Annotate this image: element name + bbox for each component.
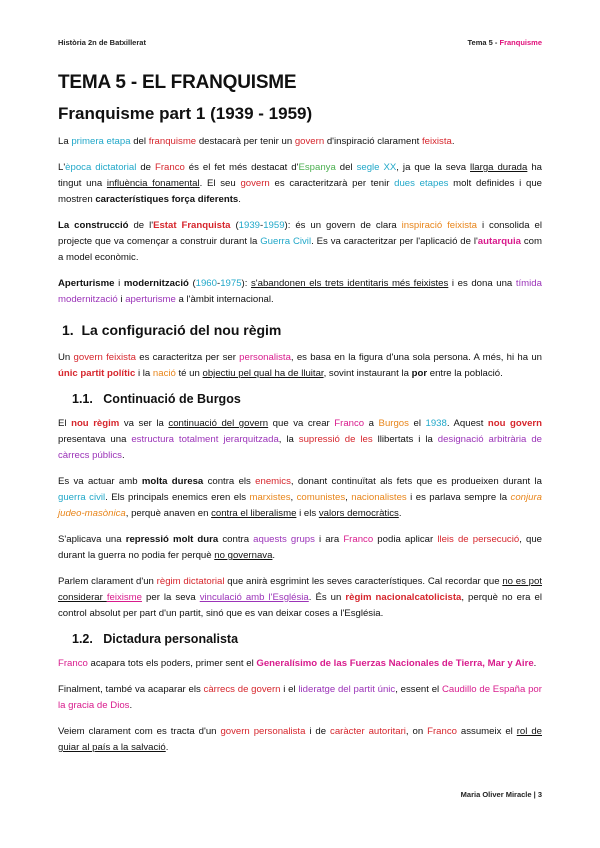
text-segment: ): és un govern de clara — [284, 220, 402, 231]
text-segment: designació arbitrària de càrrecs públics — [58, 434, 542, 461]
text-segment: , on — [405, 726, 428, 737]
text-segment: , — [345, 492, 352, 503]
text-segment: . Els principals enemics eren els — [105, 492, 250, 503]
text-segment: ( — [230, 220, 239, 231]
text-segment: ( — [188, 278, 196, 289]
subsection-number: 1.1. — [72, 392, 93, 406]
text-segment: contra els — [203, 476, 256, 487]
text-segment: Burgos — [378, 418, 409, 429]
text-segment: govern personalista — [220, 726, 306, 737]
text-segment: i el — [280, 684, 299, 695]
paragraph — [58, 574, 542, 622]
text-segment: , sovint instaurant la — [323, 368, 412, 379]
text-segment: del — [130, 136, 149, 147]
paragraph — [58, 416, 542, 464]
footer — [461, 790, 542, 799]
text-segment: aquests grups — [253, 534, 315, 545]
paragraph — [58, 656, 542, 672]
text-segment: enemics — [255, 476, 291, 487]
text-segment: assumeix el — [456, 726, 517, 737]
text-segment: Generalísimo de las Fuerzas Nacionales de Tierra, Mar y Aire — [256, 658, 534, 669]
text-segment: té un — [175, 368, 203, 379]
text-segment: Franco — [334, 418, 365, 429]
text-segment: Guerra Civil — [260, 236, 312, 247]
text-segment: el — [408, 418, 426, 429]
footer-author: Maria Oliver Miracle — [460, 790, 532, 799]
paragraph — [58, 276, 542, 308]
text-segment: acapara tots els poders, primer sent el — [87, 658, 257, 669]
text-segment: Aperturisme — [58, 278, 115, 289]
paragraph — [58, 350, 542, 382]
text-segment: La construcció — [58, 220, 129, 231]
text-segment: entre la població. — [427, 368, 503, 379]
text-segment: i els — [296, 508, 319, 519]
text-segment: continuació del govern — [168, 418, 269, 429]
text-segment: per la seva — [142, 592, 200, 603]
text-segment: és el fet més destacat d' — [184, 162, 299, 173]
text-segment: i es dona una — [448, 278, 516, 289]
text-segment: i — [117, 294, 126, 305]
text-segment: llarga durada — [470, 162, 528, 173]
text-segment: Franco — [58, 658, 88, 669]
text-segment: Estat Franquista — [153, 220, 231, 231]
text-segment: règim nacionalcatolicista — [345, 592, 462, 603]
text-segment: - — [216, 278, 221, 289]
text-segment: , la — [278, 434, 299, 445]
text-segment: . — [398, 508, 402, 519]
text-segment: comunistes — [296, 492, 346, 503]
text-segment: , perquè no era el control absolut per part d'un partit, sinó que es van deixar coses a l'Església. — [58, 592, 543, 619]
text-segment: . — [451, 136, 455, 147]
text-segment: . Aquest — [446, 418, 488, 429]
page-subtitle: Franquisme part 1 (1939 - 1959) — [58, 104, 313, 123]
text-segment: estructura totalment jerarquitzada — [131, 434, 279, 445]
text-segment: , essent el — [395, 684, 442, 695]
text-segment: govern — [294, 136, 325, 147]
text-segment: vinculació amb l'Església — [199, 592, 309, 603]
text-segment: conjura judeo-masònica — [58, 492, 542, 519]
text-segment: repressió molt dura — [125, 534, 219, 545]
text-segment: s'abandonen els trets identitaris més feixistes — [250, 278, 449, 289]
text-segment: Franco — [427, 726, 457, 737]
section-heading — [62, 322, 542, 338]
text-segment: 1975 — [220, 278, 242, 289]
text-segment: i ara — [314, 534, 344, 545]
header-prefix: Tema 5 - — [467, 38, 500, 47]
paragraph — [58, 134, 542, 150]
text-segment: por — [411, 368, 428, 379]
text-segment: època dictatorial — [65, 162, 137, 173]
text-segment: d'inspiració clarament — [324, 136, 422, 147]
text-segment: règim dictatorial — [156, 576, 225, 587]
subsection-title: Continuació de Burgos — [103, 392, 241, 406]
text-segment: lleis de persecució — [437, 534, 520, 545]
text-segment: 1939 — [238, 220, 260, 231]
text-segment: segle XX — [356, 162, 397, 173]
text-segment: 1959 — [263, 220, 285, 231]
text-segment: lideratge del partit únic — [298, 684, 396, 695]
page-title: TEMA 5 - EL FRANQUISME — [58, 72, 297, 93]
text-segment: i la — [135, 368, 153, 379]
text-segment: podia aplicar — [373, 534, 438, 545]
text-segment: marxistes — [249, 492, 291, 503]
text-segment: feixisme — [106, 592, 143, 603]
text-segment: influència fonamental — [106, 178, 200, 189]
main-content — [58, 72, 542, 766]
text-segment: La — [58, 136, 72, 147]
text-segment: , que durant la guerra no podia fer perquè — [58, 534, 542, 561]
text-segment: Un — [58, 352, 74, 363]
text-segment: , donant continuïtat als fets que es produeixen durant la — [290, 476, 542, 487]
text-segment: autarquia — [477, 236, 521, 247]
paragraph — [58, 474, 542, 522]
text-segment: Es va actuar amb — [58, 476, 142, 487]
text-segment: modernització — [123, 278, 189, 289]
text-segment: contra el liberalisme — [211, 508, 297, 519]
footer-separator: | — [531, 790, 538, 799]
text-segment: no governava — [214, 550, 273, 561]
paragraph — [58, 532, 542, 564]
text-segment: com a model econòmic. — [58, 236, 542, 263]
text-segment: Parlem clarament d'un — [58, 576, 157, 587]
text-segment: franquisme — [148, 136, 197, 147]
text-segment: govern — [240, 178, 270, 189]
text-segment: i — [114, 278, 124, 289]
text-segment: . — [238, 194, 241, 205]
text-segment: destacarà per tenir un — [196, 136, 295, 147]
text-segment: i de — [305, 726, 331, 737]
subsection-title: Dictadura personalista — [103, 632, 239, 646]
text-segment: rol de guiar al país a la salvació — [58, 726, 542, 753]
text-segment: S'aplicava una — [58, 534, 126, 545]
text-segment: feixista — [421, 136, 452, 147]
text-segment: . Es va caracteritzar per l'aplicació de l' — [311, 236, 478, 247]
text-segment: de l' — [128, 220, 154, 231]
text-segment: . — [272, 550, 276, 561]
section-title: La configuració del nou règim — [81, 322, 282, 338]
subsection-heading — [72, 392, 542, 406]
section-number: 1. — [62, 322, 74, 338]
text-segment: i es parlava sempre la — [406, 492, 511, 503]
text-segment: i consolida el projecte que va començar a construir durant la — [58, 220, 542, 247]
text-segment: no es pot considerar — [58, 576, 542, 603]
text-segment: a — [364, 418, 379, 429]
header-topic: Franquisme — [499, 38, 542, 47]
text-segment: . — [129, 700, 133, 711]
text-segment: inspiració feixista — [401, 220, 477, 231]
paragraph — [58, 724, 542, 756]
text-segment: . És un — [308, 592, 346, 603]
paragraph — [58, 218, 542, 266]
text-segment: Franco — [343, 534, 374, 545]
text-segment: ha tingut una — [58, 162, 542, 189]
text-segment: El — [58, 418, 72, 429]
subsection-number: 1.2. — [72, 632, 93, 646]
text-segment: L' — [58, 162, 66, 173]
text-segment: . El seu — [199, 178, 241, 189]
paragraph — [58, 160, 542, 208]
paragraph — [58, 682, 542, 714]
text-segment: objectiu pel qual ha de lluitar — [202, 368, 324, 379]
text-segment: a l'àmbit internacional. — [175, 294, 274, 305]
text-segment: nou govern — [487, 418, 543, 429]
text-segment: , perquè anaven en — [125, 508, 212, 519]
text-segment: Franco — [154, 162, 185, 173]
text-segment: , es basa en la figura d'una sola persona. A més, hi ha un — [290, 352, 543, 363]
text-segment: tímida modernització — [58, 278, 542, 305]
header-left: Història 2n de Batxillerat — [58, 38, 146, 47]
text-segment: de — [136, 162, 155, 173]
text-segment: 1960 — [195, 278, 217, 289]
text-segment: personalista — [239, 352, 291, 363]
text-segment: nacionalistes — [351, 492, 407, 503]
subsection-heading — [72, 632, 542, 646]
text-segment: primera etapa — [71, 136, 131, 147]
text-segment: càrrecs de govern — [203, 684, 281, 695]
text-segment: . — [165, 742, 169, 753]
text-segment: ): — [241, 278, 251, 289]
text-segment: es caracteritza per ser — [135, 352, 240, 363]
text-segment: molta duresa — [141, 476, 204, 487]
text-segment: Caudillo de España por la gracia de Dios — [58, 684, 542, 711]
text-segment: - — [260, 220, 264, 231]
text-segment: Finalment, també va acaparar els — [58, 684, 204, 695]
text-segment: nació — [152, 368, 176, 379]
text-segment: valors democràtics — [318, 508, 399, 519]
text-segment: es caracteritzarà per tenir — [269, 178, 395, 189]
text-segment: llibertats i la — [372, 434, 438, 445]
text-segment: contra — [218, 534, 254, 545]
text-segment: govern feixista — [73, 352, 136, 363]
text-segment: , — [290, 492, 297, 503]
text-segment: aperturisme — [125, 294, 176, 305]
text-segment: molt definides i que mostren — [58, 178, 542, 205]
text-segment: presentava una — [58, 434, 132, 445]
text-segment: Veiem clarament com es tracta d'un — [58, 726, 221, 737]
text-segment: dues etapes — [394, 178, 449, 189]
text-segment: que anirà esgrimint les seves característiques. Cal recordar que — [224, 576, 503, 587]
text-segment: únic partit polític — [58, 368, 136, 379]
text-segment: guerra civil — [58, 492, 106, 503]
text-segment: . — [533, 658, 537, 669]
text-segment: nou règim — [71, 418, 120, 429]
text-segment: va ser la — [119, 418, 169, 429]
text-segment: , ja que la seva — [396, 162, 471, 173]
text-segment: del — [335, 162, 357, 173]
text-segment: supressió de les — [298, 434, 373, 445]
page-number: 3 — [537, 790, 542, 799]
text-segment: característiques força diferents — [95, 194, 239, 205]
text-segment: Espanya — [298, 162, 336, 173]
header-right — [468, 38, 542, 47]
text-segment: . — [121, 450, 125, 461]
text-segment: 1938 — [425, 418, 447, 429]
text-segment: que va crear — [268, 418, 335, 429]
text-segment: caràcter autoritari — [330, 726, 406, 737]
